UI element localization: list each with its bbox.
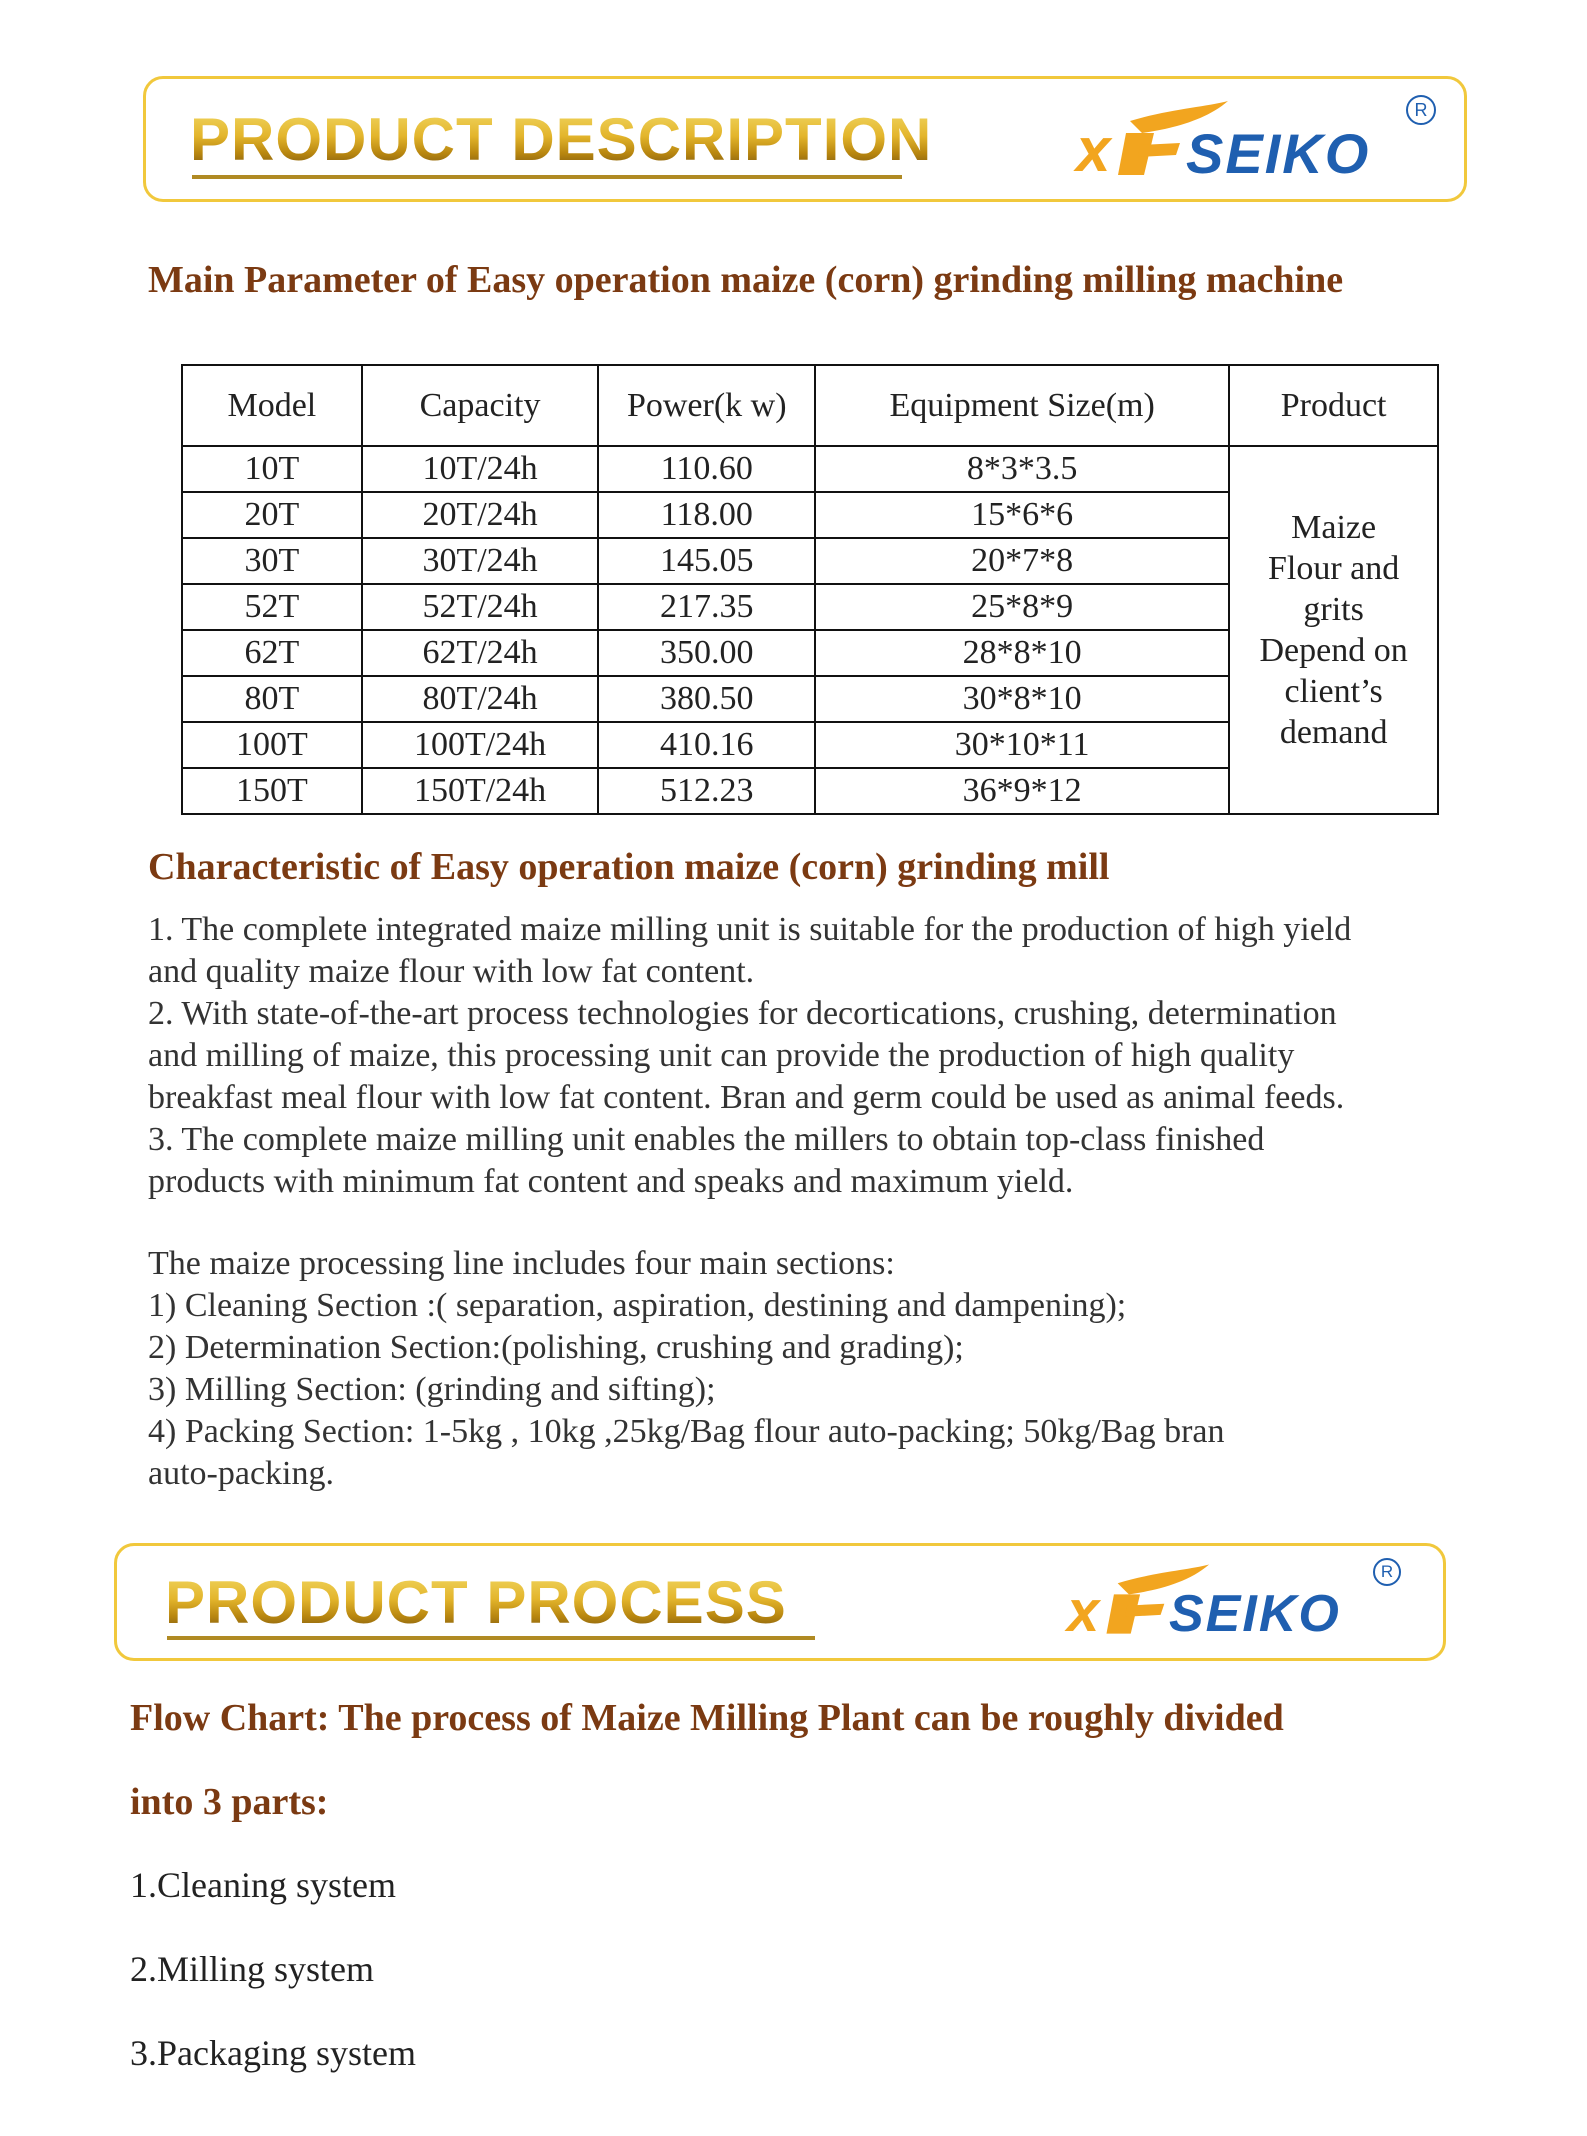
banner-product-process	[114, 1543, 1446, 1661]
cell-model: 62T	[182, 630, 362, 676]
header-power: Power(k w)	[598, 365, 815, 446]
product-line: Depend on	[1259, 632, 1408, 669]
cell-capacity: 80T/24h	[362, 676, 599, 722]
cell-model: 52T	[182, 584, 362, 630]
text-line: auto-packing.	[148, 1455, 334, 1492]
text-line: 3. The complete maize milling unit enables the millers to obtain top-class finished	[148, 1121, 1265, 1158]
logo-brand: SEIKO	[1186, 122, 1371, 185]
text-line: 3) Milling Section: (grinding and sifting);	[148, 1371, 716, 1408]
cell-size: 36*9*12	[815, 768, 1229, 814]
registered-mark: R	[1406, 95, 1436, 125]
cell-capacity: 52T/24h	[362, 584, 599, 630]
header-model: Model	[182, 365, 362, 446]
text-line: products with minimum fat content and speaks and maximum yield.	[148, 1163, 1074, 1200]
cell-size: 30*10*11	[815, 722, 1229, 768]
cell-capacity: 20T/24h	[362, 492, 599, 538]
cell-capacity: 100T/24h	[362, 722, 599, 768]
cell-size: 30*8*10	[815, 676, 1229, 722]
cell-size: 15*6*6	[815, 492, 1229, 538]
header-equipment-size: Equipment Size(m)	[815, 365, 1229, 446]
cell-model: 20T	[182, 492, 362, 538]
product-line: grits	[1303, 591, 1364, 628]
cell-size: 8*3*3.5	[815, 446, 1229, 492]
cell-power: 350.00	[598, 630, 815, 676]
logo-x: x	[1067, 1579, 1100, 1644]
cell-model: 10T	[182, 446, 362, 492]
title-underline	[192, 175, 902, 179]
cell-model: 30T	[182, 538, 362, 584]
flow-chart-title-line1: Flow Chart: The process of Maize Milling Plant can be roughly divided	[130, 1697, 1284, 1739]
text-line: 2. With state-of-the-art process technologies for decortications, crushing, determination	[148, 995, 1337, 1032]
characteristics-text	[148, 909, 1351, 1203]
xfseiko-logo	[1067, 1558, 1407, 1644]
cell-model: 80T	[182, 676, 362, 722]
product-line: Maize	[1291, 509, 1377, 546]
cell-power: 410.16	[598, 722, 815, 768]
text-line: 1) Cleaning Section :( separation, aspiration, destining and dampening);	[148, 1287, 1127, 1324]
cell-power: 512.23	[598, 768, 815, 814]
table-row	[182, 446, 1438, 492]
text-line: 2) Determination Section:(polishing, crushing and grading);	[148, 1329, 964, 1366]
text-line: and quality maize flour with low fat content.	[148, 953, 755, 990]
banner-title: PRODUCT DESCRIPTION	[190, 106, 933, 173]
text-line: The maize processing line includes four main sections:	[148, 1245, 895, 1282]
text-line: 4) Packing Section: 1-5kg , 10kg ,25kg/Bag flour auto-packing; 50kg/Bag bran	[148, 1413, 1225, 1450]
title-underline	[167, 1636, 815, 1640]
cell-capacity: 62T/24h	[362, 630, 599, 676]
registered-mark: R	[1373, 1558, 1401, 1586]
processing-sections-text	[148, 1243, 1224, 1495]
header-capacity: Capacity	[362, 365, 599, 446]
product-line: Flour and	[1267, 550, 1400, 587]
text-line: breakfast meal flour with low fat content. Bran and germ could be used as animal feeds.	[148, 1079, 1345, 1116]
text-line: 1. The complete integrated maize milling unit is suitable for the production of high yield	[148, 911, 1352, 948]
table-header-row	[182, 365, 1438, 446]
cell-model: 100T	[182, 722, 362, 768]
cell-power: 145.05	[598, 538, 815, 584]
xfseiko-logo	[1076, 95, 1446, 185]
cell-model: 150T	[182, 768, 362, 814]
cell-power: 217.35	[598, 584, 815, 630]
section-title-characteristic: Characteristic of Easy operation maize (corn) grinding mill	[148, 846, 1110, 888]
flow-chart-title-line2: into 3 parts:	[130, 1781, 329, 1823]
cell-size: 28*8*10	[815, 630, 1229, 676]
logo-x: x	[1076, 116, 1111, 185]
cell-size: 25*8*9	[815, 584, 1229, 630]
header-product: Product	[1229, 365, 1438, 446]
list-item-cleaning-system: 1.Cleaning system	[130, 1865, 396, 1905]
product-line: client’s	[1284, 673, 1383, 710]
cell-power: 380.50	[598, 676, 815, 722]
parameter-table	[181, 364, 1439, 815]
cell-capacity: 30T/24h	[362, 538, 599, 584]
list-item-milling-system: 2.Milling system	[130, 1949, 375, 1989]
cell-capacity: 10T/24h	[362, 446, 599, 492]
list-item-packaging-system: 3.Packaging system	[130, 2033, 416, 2073]
banner-product-description	[143, 76, 1467, 202]
cell-product	[1229, 446, 1438, 814]
cell-size: 20*7*8	[815, 538, 1229, 584]
product-line: demand	[1279, 714, 1388, 751]
cell-capacity: 150T/24h	[362, 768, 599, 814]
cell-power: 118.00	[598, 492, 815, 538]
text-line: and milling of maize, this processing unit can provide the production of high quality	[148, 1037, 1295, 1074]
cell-power: 110.60	[598, 446, 815, 492]
logo-brand: SEIKO	[1169, 1585, 1341, 1643]
section-title-main-parameter: Main Parameter of Easy operation maize (corn) grinding milling machine	[148, 259, 1344, 301]
banner-title: PRODUCT PROCESS	[165, 1569, 787, 1636]
